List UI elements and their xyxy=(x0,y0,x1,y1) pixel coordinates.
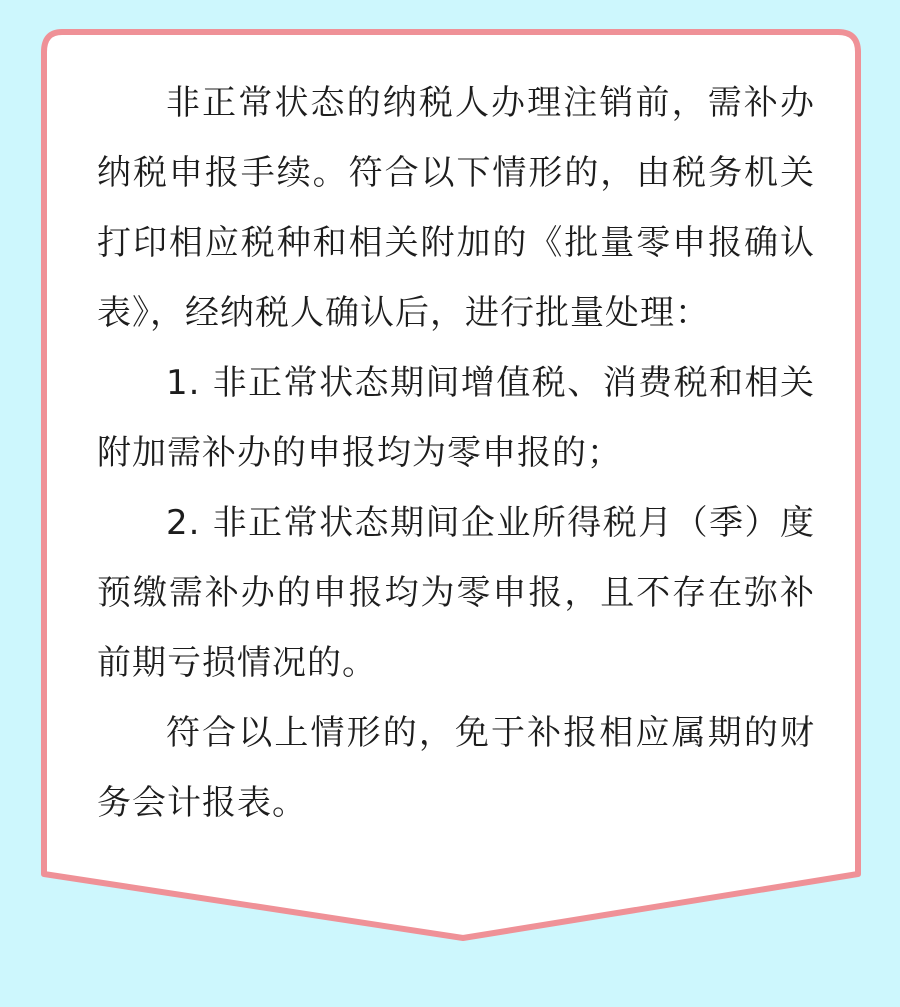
paragraph-intro: 非正常状态的纳税人办理注销前，需补办纳税申报手续。符合以下情形的，由税务机关打印相应税种和相关附加的《批量零申报确认表》，经纳税人确认后，进行批量处理： xyxy=(97,83,815,333)
notice-text-block xyxy=(97,68,815,838)
paragraph-conclusion: 符合以上情形的，免于补报相应属期的财务会计报表。 xyxy=(97,713,815,823)
paragraph-condition-1: 1. 非正常状态期间增值税、消费税和相关附加需补办的申报均为零申报的； xyxy=(97,363,815,473)
paragraph-condition-2: 2. 非正常状态期间企业所得税月（季）度预缴需补办的申报均为零申报，且不存在弥补前期亏损情况的。 xyxy=(97,503,815,683)
